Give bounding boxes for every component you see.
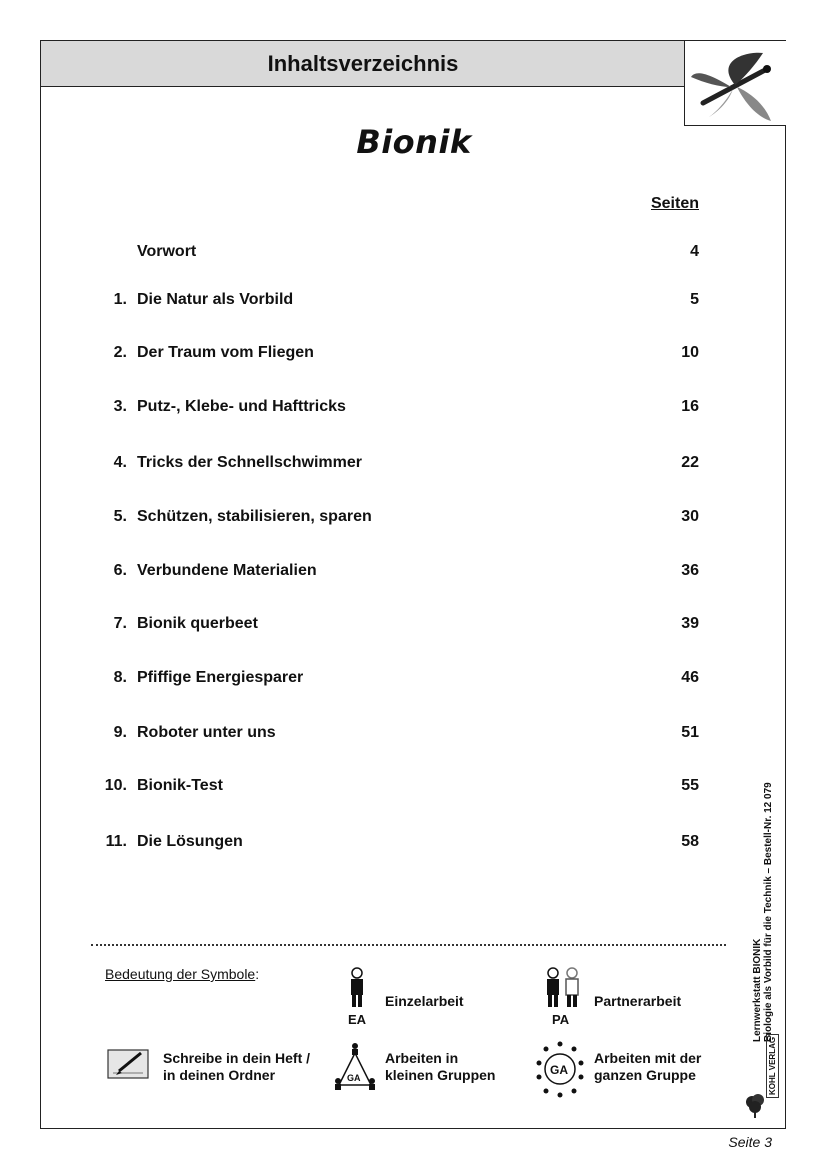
toc-page: 51 bbox=[681, 724, 699, 741]
ea-badge: EA bbox=[348, 1012, 367, 1027]
ga-all-label: Arbeiten mit der ganzen Gruppe bbox=[594, 1050, 702, 1083]
pa-badge: PA bbox=[552, 1012, 570, 1027]
toc-number: 10. bbox=[104, 777, 127, 794]
tree-icon bbox=[744, 1092, 766, 1118]
ea-label: Einzelarbeit bbox=[385, 993, 464, 1009]
toc-label: Bionik querbeet bbox=[137, 615, 258, 632]
toc-label: Bionik-Test bbox=[137, 777, 223, 794]
toc-number: 9. bbox=[113, 724, 127, 741]
document-title: Bionik bbox=[356, 123, 472, 161]
toc-page: 4 bbox=[690, 243, 699, 260]
toc-row bbox=[41, 669, 787, 689]
toc-row bbox=[41, 508, 787, 528]
page-number: Seite 3 bbox=[728, 1134, 772, 1150]
sidebar-info: Lernwerkstatt BIONIK Biologie als Vorbild für die Technik – Bestell-Nr. 12 079 bbox=[752, 782, 774, 1042]
toc-page: 5 bbox=[690, 291, 699, 308]
toc-number: 7. bbox=[113, 615, 127, 632]
toc-page: 16 bbox=[681, 398, 699, 415]
legend-title: Bedeutung der Symbole: bbox=[105, 966, 260, 982]
toc-number: 2. bbox=[113, 344, 127, 361]
page-frame bbox=[40, 40, 786, 1129]
publisher-label: KOHL VERLAG bbox=[766, 1034, 779, 1098]
toc-number: 5. bbox=[113, 508, 127, 525]
toc-page: 36 bbox=[681, 562, 699, 579]
toc-page: 46 bbox=[681, 669, 699, 686]
toc-label: Die Lösungen bbox=[137, 833, 243, 850]
toc-row bbox=[41, 562, 787, 582]
dotted-divider bbox=[91, 944, 726, 946]
toc-row bbox=[41, 833, 787, 853]
toc-label: Putz-, Klebe- und Hafttricks bbox=[137, 398, 346, 415]
toc-row bbox=[41, 243, 787, 263]
toc-number: 6. bbox=[113, 562, 127, 579]
toc-label: Der Traum vom Fliegen bbox=[137, 344, 314, 361]
toc-label: Pfiffige Energiesparer bbox=[137, 669, 304, 686]
ga-small-label: Arbeiten in kleinen Gruppen bbox=[385, 1050, 496, 1083]
toc-row bbox=[41, 291, 787, 311]
header-title: Inhaltsverzeichnis bbox=[267, 51, 459, 76]
ga-small-badge: GA bbox=[347, 1073, 361, 1083]
toc-number: 11. bbox=[105, 833, 127, 850]
toc-label: Vorwort bbox=[137, 243, 197, 260]
toc-row bbox=[41, 454, 787, 474]
toc-row bbox=[41, 777, 787, 797]
toc-page: 22 bbox=[681, 454, 699, 471]
toc-page: 58 bbox=[681, 833, 699, 850]
toc-number: 4. bbox=[113, 454, 127, 471]
toc-label: Roboter unter uns bbox=[137, 724, 276, 741]
toc-label: Verbundene Materialien bbox=[137, 562, 317, 579]
heft-label: Schreibe in dein Heft / in deinen Ordner bbox=[163, 1050, 311, 1083]
toc-row bbox=[41, 398, 787, 418]
toc-row bbox=[41, 724, 787, 744]
toc-page: 39 bbox=[681, 615, 699, 632]
toc-label: Schützen, stabilisieren, sparen bbox=[137, 508, 372, 525]
toc-label: Tricks der Schnellschwimmer bbox=[137, 454, 362, 471]
toc-number: 1. bbox=[113, 291, 127, 308]
pa-label: Partnerarbeit bbox=[594, 993, 682, 1009]
ga-all-badge: GA bbox=[550, 1063, 568, 1077]
toc-page: 55 bbox=[681, 777, 699, 794]
pages-column-header: Seiten bbox=[650, 195, 699, 212]
toc-number: 3. bbox=[113, 398, 127, 415]
toc-page: 30 bbox=[681, 508, 699, 525]
toc-page: 10 bbox=[681, 344, 699, 361]
toc-number: 8. bbox=[113, 669, 127, 686]
toc-label: Die Natur als Vorbild bbox=[137, 291, 294, 308]
toc-row bbox=[41, 344, 787, 364]
toc-row bbox=[41, 615, 787, 635]
pen-writing-icon bbox=[107, 1049, 149, 1079]
dragonfly-icon bbox=[684, 41, 786, 126]
